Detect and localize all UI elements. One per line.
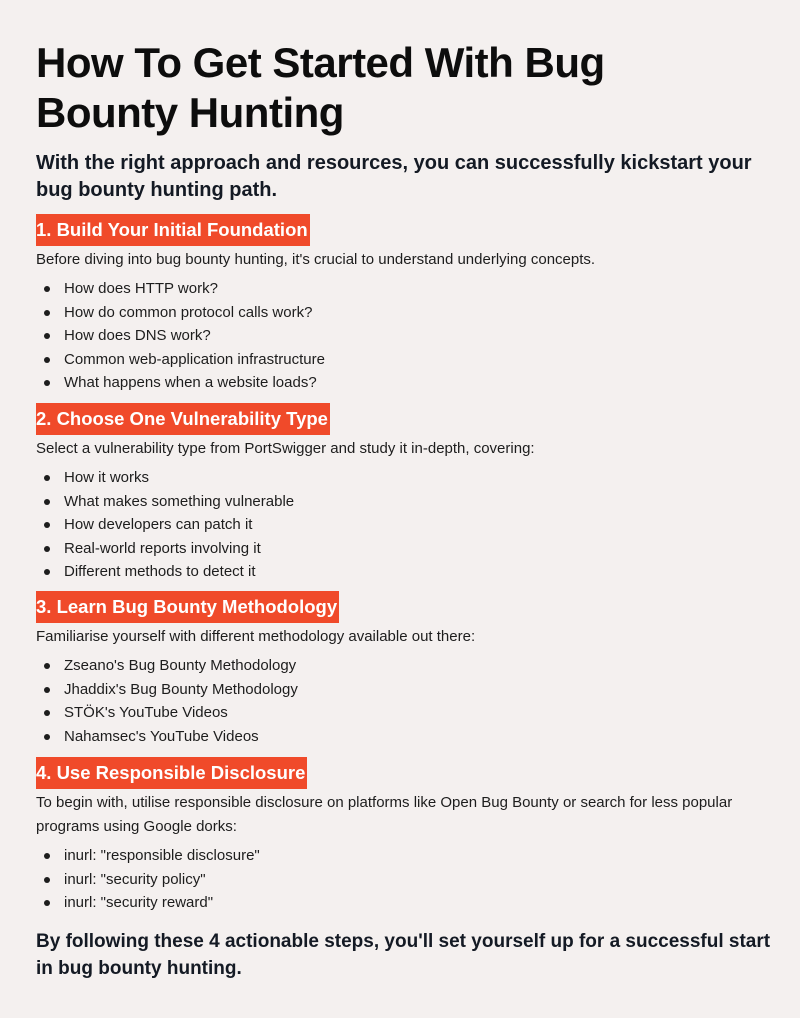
list-item: What happens when a website loads?: [36, 371, 776, 395]
list-item: Different methods to detect it: [36, 560, 776, 584]
page-title: How To Get Started With Bug Bounty Hunting: [36, 39, 605, 136]
closing-statement: By following these 4 actionable steps, you'll set yourself up for a successful start in bug bounty hunting.: [36, 931, 771, 979]
list-item: inurl: "responsible disclosure": [36, 844, 776, 868]
section-heading: 2. Choose One Vulnerability Type: [36, 403, 330, 435]
list-item: Jhaddix's Bug Bounty Methodology: [36, 678, 776, 702]
section-intro: To begin with, utilise responsible disclosure on platforms like Open Bug Bounty or search for less popular programs using Google dorks:: [36, 794, 733, 835]
page-subtitle: With the right approach and resources, you can successfully kickstart your bug bounty hunting path.: [36, 152, 752, 201]
section-learn-methodology: [36, 591, 776, 748]
bullet-list: [36, 466, 776, 584]
list-item: inurl: "security reward": [36, 891, 776, 915]
list-item: Nahamsec's YouTube Videos: [36, 725, 776, 749]
list-item: Common web-application infrastructure: [36, 348, 776, 372]
list-item: How does DNS work?: [36, 324, 776, 348]
section-heading: 1. Build Your Initial Foundation: [36, 214, 310, 246]
list-item: What makes something vulnerable: [36, 490, 776, 514]
list-item: Real-world reports involving it: [36, 537, 776, 561]
section-choose-vulnerability: [36, 403, 776, 584]
section-build-foundation: [36, 214, 776, 395]
section-responsible-disclosure: [36, 757, 776, 915]
list-item: How developers can patch it: [36, 513, 776, 537]
section-intro: Before diving into bug bounty hunting, it's crucial to understand underlying concepts.: [36, 251, 596, 268]
bullet-list: [36, 844, 776, 915]
section-heading: 4. Use Responsible Disclosure: [36, 757, 307, 789]
list-item: Zseano's Bug Bounty Methodology: [36, 654, 776, 678]
section-intro: Select a vulnerability type from PortSwigger and study it in-depth, covering:: [36, 440, 535, 457]
section-intro: Familiarise yourself with different methodology available out there:: [36, 628, 476, 645]
section-heading: 3. Learn Bug Bounty Methodology: [36, 591, 339, 623]
list-item: inurl: "security policy": [36, 868, 776, 892]
list-item: How it works: [36, 466, 776, 490]
list-item: STÖK's YouTube Videos: [36, 701, 776, 725]
bullet-list: [36, 654, 776, 748]
list-item: How do common protocol calls work?: [36, 301, 776, 325]
bullet-list: [36, 277, 776, 395]
list-item: How does HTTP work?: [36, 277, 776, 301]
